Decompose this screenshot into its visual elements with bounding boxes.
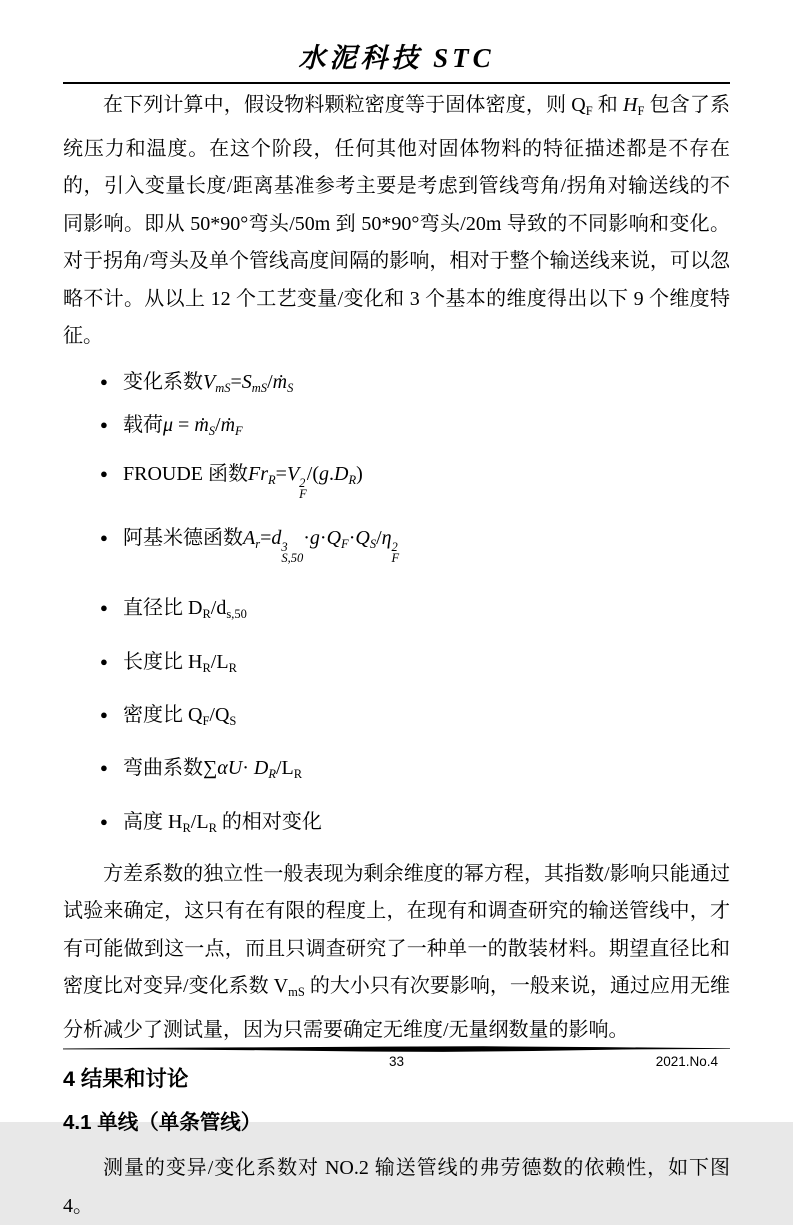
list-item-text: FROUDE 函数$Fr_R=V$ 2 F $/(g.D_R)$	[123, 462, 363, 501]
bullet-icon: ●	[100, 373, 108, 389]
bullet-icon: ●	[100, 599, 108, 615]
list-item-length-ratio	[100, 648, 730, 682]
bullet-icon: ●	[100, 759, 108, 775]
section-heading-results: 4 结果和讨论	[63, 1067, 189, 1091]
issue-label: 2021.No.4	[655, 1054, 718, 1069]
list-item-height-relative-change	[100, 808, 730, 842]
footer-meta	[63, 1054, 730, 1072]
bullet-icon: ●	[100, 653, 108, 669]
bullet-icon: ●	[100, 529, 108, 545]
paragraph-measurement: 测量的变异/变化系数对 NO.2 输送管线的弗劳德数的依赖性，如下图 4。	[63, 1157, 730, 1217]
list-item-variation-coefficient	[100, 368, 730, 402]
paragraph-intro: 在下列计算中，假设物料颗粒密度等于固体密度，则 $Q_F$ 和 $H_F$ 包含了系统压力和温度。在这个阶段，任何其他对固体物料的特征描述都是不存在的，引入变量长度/距离基准参考主要是考虑到管线弯角/拐角对输送线的不同影响。即从 50*90°弯头/50m 到 50*90°弯头/20m 导致的不同影响和变化。对于拐角/弯头及单个管线高度间隔的影响，相对于整个输送线来说，可以忽略不计。从以上 12 个工艺变量/变化和 3 个基本的维度得出以下 9 个维度特征。	[63, 94, 730, 347]
list-item-load	[100, 411, 730, 445]
journal-title: 水泥科技 STC	[298, 43, 495, 73]
header-rule	[63, 82, 730, 84]
list-item-text: 直径比 $D_R/d_{s,50}$	[123, 596, 247, 621]
dimension-feature-list	[63, 368, 730, 842]
list-item-text: 密度比 $Q_F/Q_S$	[123, 703, 237, 728]
list-item-text: 长度比 $H_R/L_R$	[123, 650, 237, 675]
list-item-text: 弯曲系数$\sum\alpha U\cdot D_R/L_R$	[123, 756, 303, 781]
page-number: 33	[388, 1054, 405, 1069]
page-footer	[63, 1045, 730, 1072]
list-item-text: 载荷μ = ṁ$_S$/ṁ$_F$	[123, 413, 243, 438]
bullet-icon: ●	[100, 465, 108, 481]
list-item-archimedes-function	[100, 524, 730, 564]
subsection-heading-single-line: 4.1 单线（单条管线）	[63, 1111, 262, 1134]
list-item-froude-function	[100, 460, 730, 500]
bullet-icon: ●	[100, 706, 108, 722]
bullet-icon: ●	[100, 813, 108, 829]
list-item-text: 变化系数$V_{mS}=S_{mS}/ṁ_S$	[123, 370, 294, 395]
list-item-bend-coefficient	[100, 754, 730, 788]
list-item-density-ratio	[100, 701, 730, 735]
footer-rule	[63, 1045, 730, 1053]
list-item-text: 阿基米德函数$A_r=d$ 3 S,50 $\cdot g\cdot Q_F\cdot Q_S/\eta$ 2 F	[123, 526, 400, 565]
list-item-text: 高度 $H_R/L_R$ 的相对变化	[123, 810, 322, 835]
bullet-icon: ●	[100, 416, 108, 432]
page-header	[63, 0, 730, 84]
paragraph-variance: 方差系数的独立性一般表现为剩余维度的幂方程，其指数/影响只能通过试验来确定，这只有在有限的程度上，在现有和调查研究的输送管线中，才有可能做到这一点，而且只调查研究了一种单一的散装材料。期望直径比和密度比对变异/变化系数 $V_{mS}$ 的大小只有次要影响，一般来说，通过应用无维分析减少了测试量，因为只需要确定无维度/无量纲数量的影响。	[63, 862, 731, 1041]
list-item-diameter-ratio	[100, 594, 730, 628]
